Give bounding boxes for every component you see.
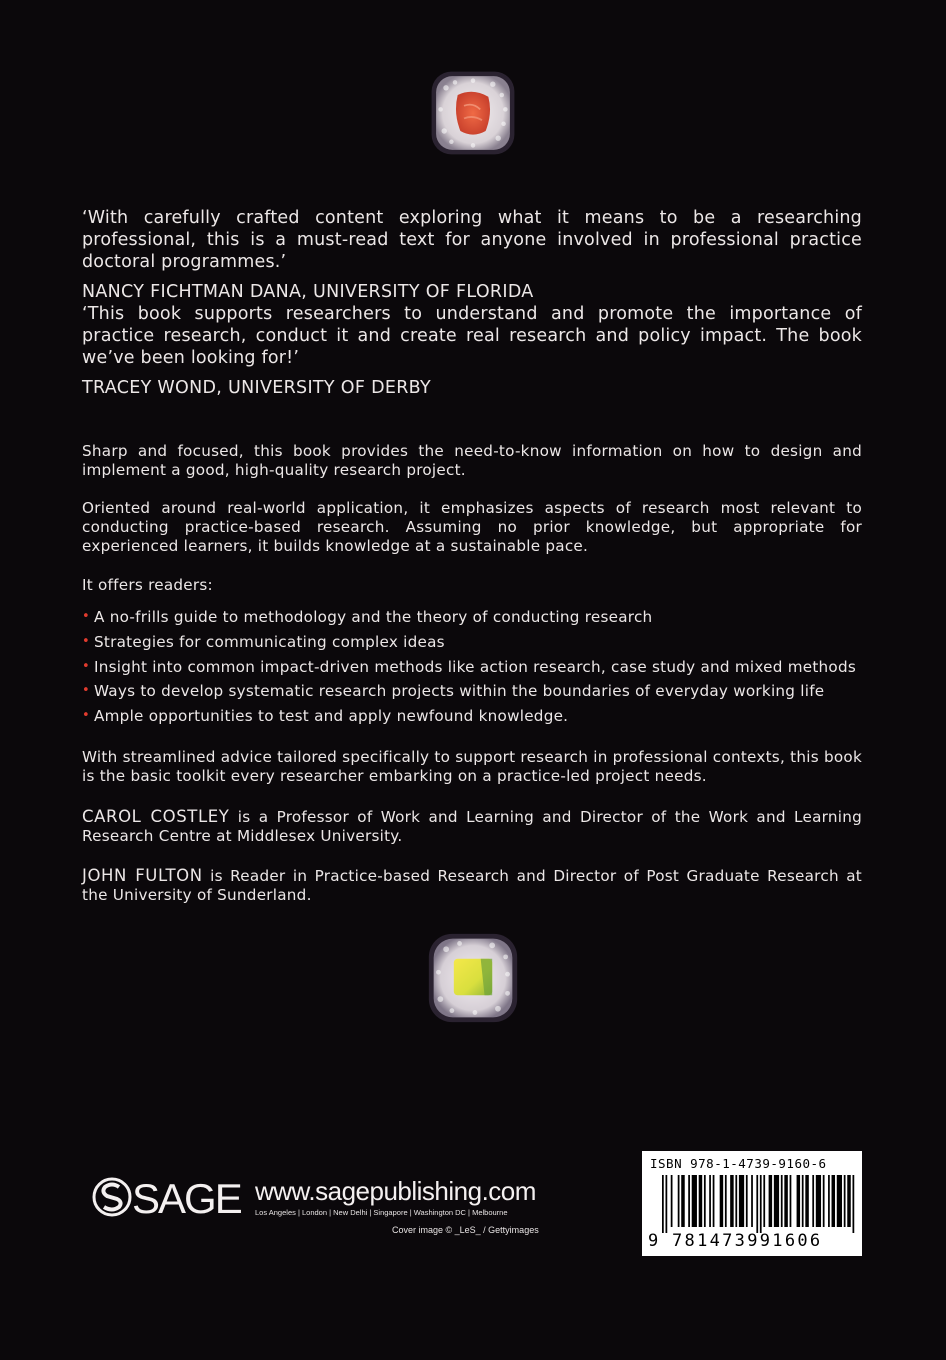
svg-text:SAGE: SAGE — [132, 1175, 241, 1222]
list-item: • Strategies for communicating complex ideas — [82, 630, 862, 655]
barcode-bar — [816, 1175, 821, 1227]
endorsement-quote: ‘With carefully crafted content exploring what it means to be a researching professional, this is a must-read text for anyone involved in professional practice doctoral programmes.’ — [82, 208, 862, 272]
publisher-url[interactable]: www.sagepublishing.com — [255, 1176, 536, 1206]
isbn-first-digit: 9 — [648, 1231, 659, 1251]
list-item: • Insight into common impact-driven methods like action research, case study and mixed methods — [82, 655, 862, 680]
barcode-bar — [730, 1175, 734, 1227]
endorsement-attribution: NANCY FICHTMAN DANA, UNIVERSITY OF FLORIDA — [82, 282, 534, 302]
sage-logo-icon — [92, 1172, 244, 1222]
barcode-bar — [760, 1175, 762, 1233]
barcode-bar — [681, 1175, 685, 1227]
barcode-bar — [781, 1175, 783, 1227]
barcode-bar — [746, 1175, 748, 1227]
barcode-bar — [844, 1175, 846, 1227]
barcode-bar — [735, 1175, 737, 1227]
barcode-bar — [692, 1175, 697, 1227]
isbn-label: ISBN 978-1-4739-9160-6 — [650, 1156, 827, 1171]
description-orientation: Oriented around real-world application, it emphasizes aspects of research most relevant to conducting practice-based research. Assuming no prior knowledge, but appropriate for experienced learners, it builds knowledge at a sustainable pace. — [82, 499, 862, 555]
barcode-bar — [805, 1175, 809, 1227]
barcode-bar — [784, 1175, 788, 1227]
barcode-bar — [763, 1175, 765, 1227]
barcode-bar — [802, 1175, 804, 1227]
author-bio: is Reader in Practice-based Research and Director of Post Graduate Research at the University of Sunderland. — [82, 867, 862, 904]
bullet-icon: • — [82, 683, 90, 699]
bullet-icon: • — [82, 708, 90, 724]
publisher-block — [92, 1172, 562, 1242]
barcode-bar — [828, 1175, 830, 1227]
barcode-bar — [832, 1175, 836, 1227]
barcode-bar — [790, 1175, 792, 1227]
barcode-bar — [774, 1175, 779, 1227]
barcode-bar — [688, 1175, 690, 1227]
barcode-bar — [769, 1175, 773, 1227]
barcode-bar — [837, 1175, 842, 1227]
barcode-bar — [756, 1175, 758, 1233]
description-intro: Sharp and focused, this book provides the need-to-know information on how to design and implement a good, high-quality research project. — [82, 442, 862, 479]
isbn-barcode-box — [642, 1151, 862, 1256]
barcode-bar — [704, 1175, 706, 1227]
barcode-bar — [678, 1175, 680, 1227]
barcode-bar — [853, 1175, 855, 1233]
avocado-sushi-image — [425, 930, 521, 1026]
salmon-sushi-image — [428, 68, 518, 158]
list-item: • Ample opportunities to test and apply newfound knowledge. — [82, 704, 862, 729]
list-item: • Ways to develop systematic research projects within the boundaries of everyday working life — [82, 679, 862, 704]
bullet-icon: • — [82, 609, 90, 624]
author-bio-2 — [82, 866, 862, 905]
endorsement-quote: ‘This book supports researchers to understand and promote the importance of practice research, conduct it and create real research and policy impact. The book we’ve been looking for!’ — [82, 304, 862, 368]
description-closing: With streamlined advice tailored specifically to support research in professional contexts, this book is the basic toolkit every researcher embarking on a practice-led project needs. — [82, 748, 862, 785]
barcode-bar — [709, 1175, 711, 1227]
barcode-icon — [662, 1175, 856, 1233]
barcode-bar — [797, 1175, 801, 1227]
barcode-bar — [725, 1175, 727, 1227]
barcode-bar — [751, 1175, 753, 1227]
author-bio: is a Professor of Work and Learning and Director of the Work and Learning Research Centre at Middlesex University. — [82, 808, 862, 845]
barcode-bar — [847, 1175, 851, 1227]
barcode-bar — [823, 1175, 825, 1227]
offers-lead: It offers readers: — [82, 576, 213, 594]
endorsement-2 — [82, 303, 862, 399]
isbn-digits: 781473991606 — [672, 1231, 823, 1251]
endorsement-attribution: TRACEY WOND, UNIVERSITY OF DERBY — [82, 378, 431, 398]
author-name: JOHN FULTON — [82, 866, 203, 885]
barcode-bar — [666, 1175, 668, 1233]
publisher-cities: Los Angeles | London | New Delhi | Singapore | Washington DC | Melbourne — [255, 1208, 508, 1217]
barcode-bar — [812, 1175, 814, 1227]
barcode-bar — [662, 1175, 664, 1233]
barcode-bar — [671, 1175, 673, 1227]
barcode-bar — [739, 1175, 744, 1227]
cover-credit: Cover image © _LeS_ / Gettyimages — [392, 1225, 539, 1235]
bullet-icon: • — [82, 633, 90, 649]
author-name: CAROL COSTLEY — [82, 807, 230, 826]
barcode-bar — [713, 1175, 715, 1227]
author-bio-1 — [82, 807, 862, 846]
list-item: • A no-frills guide to methodology and the theory of conducting research — [82, 605, 862, 630]
offers-list — [82, 605, 862, 729]
barcode-bar — [720, 1175, 724, 1227]
endorsement-1 — [82, 207, 862, 303]
barcode-bar — [699, 1175, 703, 1227]
bullet-icon: • — [82, 658, 90, 674]
